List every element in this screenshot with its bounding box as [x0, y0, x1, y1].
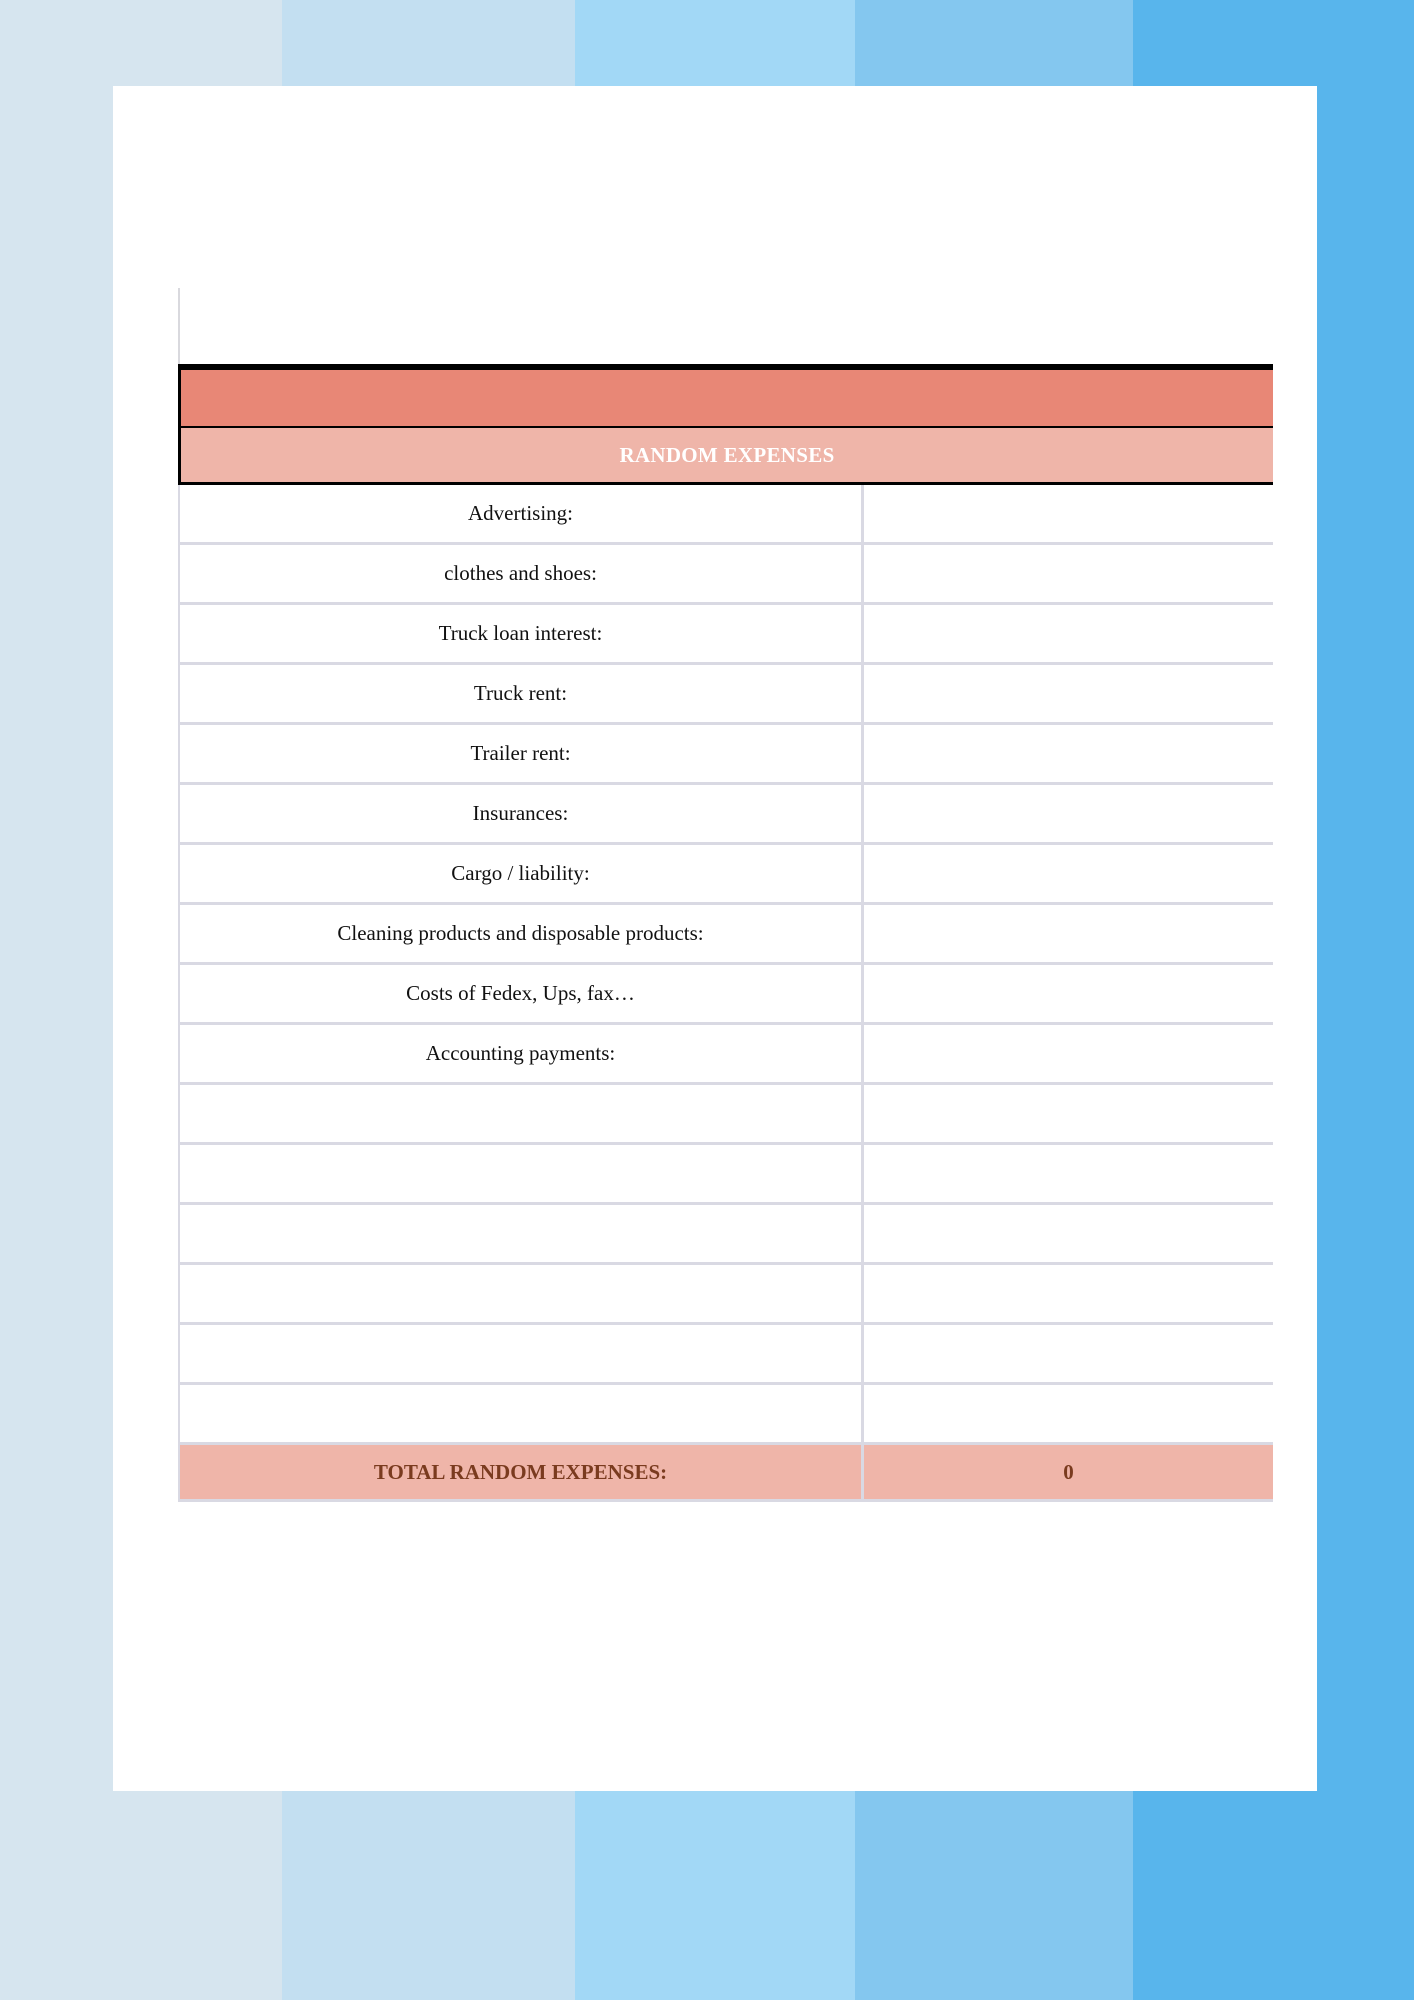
expense-label-cell[interactable]: Cleaning products and disposable products:: [178, 905, 861, 962]
expense-label-cell[interactable]: Accounting payments:: [178, 1025, 861, 1082]
expense-value-cell[interactable]: [861, 785, 1273, 842]
expense-value-cell[interactable]: [861, 725, 1273, 782]
expense-row: [178, 905, 1273, 965]
expense-value-cell[interactable]: [861, 1145, 1273, 1202]
total-label: TOTAL RANDOM EXPENSES:: [178, 1445, 861, 1499]
expense-value-cell[interactable]: [861, 965, 1273, 1022]
expense-label-cell[interactable]: clothes and shoes:: [178, 545, 861, 602]
expense-label-cell[interactable]: Insurances:: [178, 785, 861, 842]
expense-value-cell[interactable]: [861, 1325, 1273, 1382]
expense-value-cell[interactable]: [861, 1205, 1273, 1262]
expense-value-cell[interactable]: [861, 905, 1273, 962]
expense-label-cell[interactable]: Costs of Fedex, Ups, fax…: [178, 965, 861, 1022]
expense-label-cell[interactable]: Truck loan interest:: [178, 605, 861, 662]
expense-row: [178, 1385, 1273, 1445]
expense-row: [178, 545, 1273, 605]
header-band: [178, 364, 1273, 428]
expense-row: [178, 965, 1273, 1025]
expense-row: [178, 1265, 1273, 1325]
expense-label-cell[interactable]: Truck rent:: [178, 665, 861, 722]
expense-row: [178, 1145, 1273, 1205]
expense-value-cell[interactable]: [861, 1085, 1273, 1142]
expense-value-cell[interactable]: [861, 665, 1273, 722]
expense-row: [178, 665, 1273, 725]
expense-value-cell[interactable]: [861, 605, 1273, 662]
expense-value-cell[interactable]: [861, 545, 1273, 602]
total-value[interactable]: 0: [861, 1445, 1273, 1499]
expense-row: [178, 1025, 1273, 1085]
expense-row: [178, 605, 1273, 665]
expense-rows: [178, 485, 1273, 1445]
expense-row: [178, 845, 1273, 905]
expense-label-cell[interactable]: Trailer rent:: [178, 725, 861, 782]
expense-row: [178, 725, 1273, 785]
expense-label-cell[interactable]: Advertising:: [178, 485, 861, 542]
table-title: RANDOM EXPENSES: [178, 428, 1273, 485]
expense-label-cell[interactable]: [178, 1145, 861, 1202]
expense-label-cell[interactable]: [178, 1385, 861, 1442]
expense-label-cell[interactable]: [178, 1085, 861, 1142]
expense-row: [178, 1325, 1273, 1385]
expense-value-cell[interactable]: [861, 1385, 1273, 1442]
expense-row: [178, 485, 1273, 545]
expense-sheet: [178, 364, 1273, 1502]
expense-value-cell[interactable]: [861, 845, 1273, 902]
expense-row: [178, 785, 1273, 845]
expense-label-cell[interactable]: [178, 1325, 861, 1382]
expense-value-cell[interactable]: [861, 1025, 1273, 1082]
total-row: [178, 1445, 1273, 1502]
expense-label-cell[interactable]: [178, 1265, 861, 1322]
expense-row: [178, 1085, 1273, 1145]
expense-label-cell[interactable]: [178, 1205, 861, 1262]
expense-row: [178, 1205, 1273, 1265]
expense-value-cell[interactable]: [861, 485, 1273, 542]
expense-value-cell[interactable]: [861, 1265, 1273, 1322]
expense-label-cell[interactable]: Cargo / liability:: [178, 845, 861, 902]
